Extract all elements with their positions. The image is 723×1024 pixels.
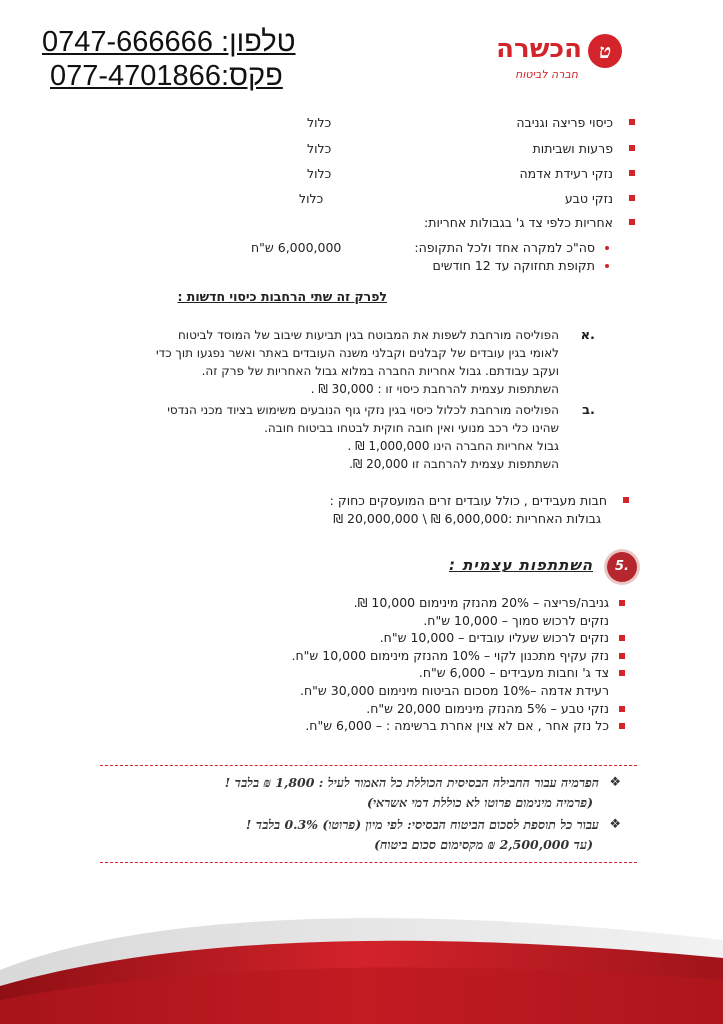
extension-a-line: הפוליסה מורחבת לשפות את המבוטח בגין תביעות שיבוב של המוסד לביטוח — [177, 328, 559, 342]
list-item — [165, 682, 625, 700]
liability-maintenance: תקופת תחזוקה עד 12 חודשים — [432, 258, 595, 273]
list-item — [165, 647, 625, 665]
deductible-text: נזקים לרכוש סמוך – 10,000 ש"ח. — [423, 612, 609, 628]
list-item — [165, 594, 625, 612]
coverage-row — [275, 165, 635, 183]
employers-liability — [229, 492, 629, 528]
liability-title: אחריות כלפי צד ג' בגבולות אחריות: — [424, 215, 613, 230]
bullet-square-icon — [629, 119, 635, 125]
list-item — [165, 612, 625, 630]
extension-b-line: גבול אחריות החברה הינו 1,000,000 ₪ . — [347, 439, 559, 453]
list-item — [165, 700, 625, 718]
logo-name: הכשרה — [496, 34, 582, 64]
bullet-square-icon — [619, 706, 625, 712]
premium-note-line: (פרמיה מינימום פרוטו לא כוללת דמי אשראי) — [366, 795, 593, 810]
diamond-bullet-icon: ❖ — [609, 817, 621, 832]
deductible-text: גניבה/פריצה – 20% מהנזק מינימום 10,000 ₪. — [353, 595, 609, 610]
coverage-row — [275, 140, 635, 158]
extension-b-line: הפוליסה מורחבת לכלול כיסוי בגין נזקי גוף הנובעים משימוש בציוד מכני הנדסי — [167, 403, 559, 417]
deductible-text: צד ג' וחבות מעבידים – 6,000 ש"ח. — [418, 665, 609, 681]
liability-maintenance-row — [231, 257, 611, 275]
extension-a-text — [156, 326, 559, 398]
liability-title-row — [275, 214, 635, 232]
liability-total-value: 6,000,000 ש"ח — [251, 240, 342, 255]
divider-top — [100, 765, 637, 766]
bullet-dot-icon — [605, 264, 609, 268]
divider-bottom — [100, 862, 637, 863]
coverage-label: נזקי רעידת אדמה — [519, 166, 613, 181]
premium-note-line: הפרמיה עבור החבילה הבסיסית הכוללת כל האמור לעיל : 1,800 ₪ בלבד ! — [224, 775, 599, 790]
extension-a-letter: א. — [580, 328, 595, 343]
extension-b-letter: ב. — [582, 403, 595, 418]
deductibles-list — [165, 594, 625, 735]
coverage-label: נזקי טבע — [564, 191, 613, 206]
employers-line: חבות מעבידים , כולל עובדים זרים המועסקים כחוק : — [329, 493, 607, 508]
logo-tagline: חברה לביטוח — [515, 68, 578, 81]
deductible-text: כל נזק אחר , אם לא צוין אחרת ברשימה : – 6,000 ש"ח. — [305, 718, 609, 734]
extension-b-text — [167, 401, 559, 473]
bullet-square-icon — [629, 170, 635, 176]
deductible-text: נזק עקיף מתכנון לקוי – 10% מהנזק מינימום 10,000 ש"ח. — [291, 647, 609, 663]
phone-number: טלפון: 0747-666666 — [42, 26, 296, 58]
extensions-heading: לפרק זה שתי הרחבות כיסוי חדשות : — [177, 289, 387, 304]
bullet-square-icon — [629, 219, 635, 225]
deductible-text: נזקים לרכוש שעליו עובדים – 10,000 ש"ח. — [379, 630, 609, 646]
bullet-dot-icon — [605, 246, 609, 250]
bullet-square-icon — [619, 653, 625, 659]
logo-mark-icon: ט — [588, 34, 622, 68]
deductible-text: נזקי טבע – 5% מהנזק מינימום 20,000 ש"ח. — [366, 700, 609, 716]
coverage-label: פרעות ושביתות — [532, 141, 613, 156]
coverage-value: כלול — [307, 141, 332, 156]
addition-note-line: עבור כל תוספת לסכום הביטוח הבסיסי: לפי מיון (פרוטו) 0.3% בלבד ! — [245, 817, 599, 832]
extension-b-line: שהינו כלי רכב מנועי ואין חובה חוקית לבטחו בביטוח חובה. — [264, 421, 559, 435]
coverage-label: כיסוי פריצה וגניבה — [516, 115, 613, 130]
bullet-square-icon — [619, 670, 625, 676]
bullet-square-icon — [623, 497, 629, 503]
deductible-text: רעידת אדמה –10% מסכום הביטוח מינימום 30,000 ש"ח. — [300, 682, 609, 698]
coverage-row — [275, 114, 635, 132]
company-logo — [472, 34, 622, 90]
premium-note — [101, 774, 621, 814]
coverage-value: כלול — [299, 191, 324, 206]
extension-a-line: השתתפות עצמית להרחבת כיסוי זו : 30,000 ₪ . — [310, 382, 559, 396]
extension-a-line: לאומי בגין עובדים של קבלנים וקבלני משנה העובדים באתר ואשר נפגעו תוך כדי — [156, 346, 559, 360]
bullet-square-icon — [629, 145, 635, 151]
fax-number: פקס:077-4701866 — [50, 60, 283, 92]
bullet-square-icon — [619, 635, 625, 641]
coverage-value: כלול — [307, 115, 332, 130]
bullet-square-icon — [619, 600, 625, 606]
liability-total-row — [231, 239, 611, 257]
list-item — [165, 717, 625, 735]
diamond-bullet-icon: ❖ — [609, 775, 621, 790]
section-number-badge: 5. — [607, 552, 637, 582]
coverage-row — [275, 190, 635, 208]
coverage-value: כלול — [307, 166, 332, 181]
extension-b-line: השתתפות עצמית להרחבה זו 20,000 ₪. — [349, 457, 559, 471]
liability-total-label: סה"כ למקרה אחד ולכל התקופה: — [414, 240, 595, 255]
list-item — [165, 629, 625, 647]
employers-limits: גבולות האחריות :6,000,000 ₪ \ 20,000,000 ₪ — [333, 511, 601, 526]
addition-note — [101, 816, 621, 856]
addition-note-line: (עד 2,500,000 ₪ מקסימום סכום ביטוח) — [374, 837, 593, 852]
footer-wave — [0, 900, 723, 1024]
section-title: השתתפות עצמית : — [448, 556, 593, 574]
extension-a-line: ועקב עבודתם. גבול אחריות החברה במלוא גבול האחריות של פרק זה. — [201, 364, 559, 378]
bullet-square-icon — [619, 723, 625, 729]
bullet-square-icon — [629, 195, 635, 201]
list-item — [165, 664, 625, 682]
